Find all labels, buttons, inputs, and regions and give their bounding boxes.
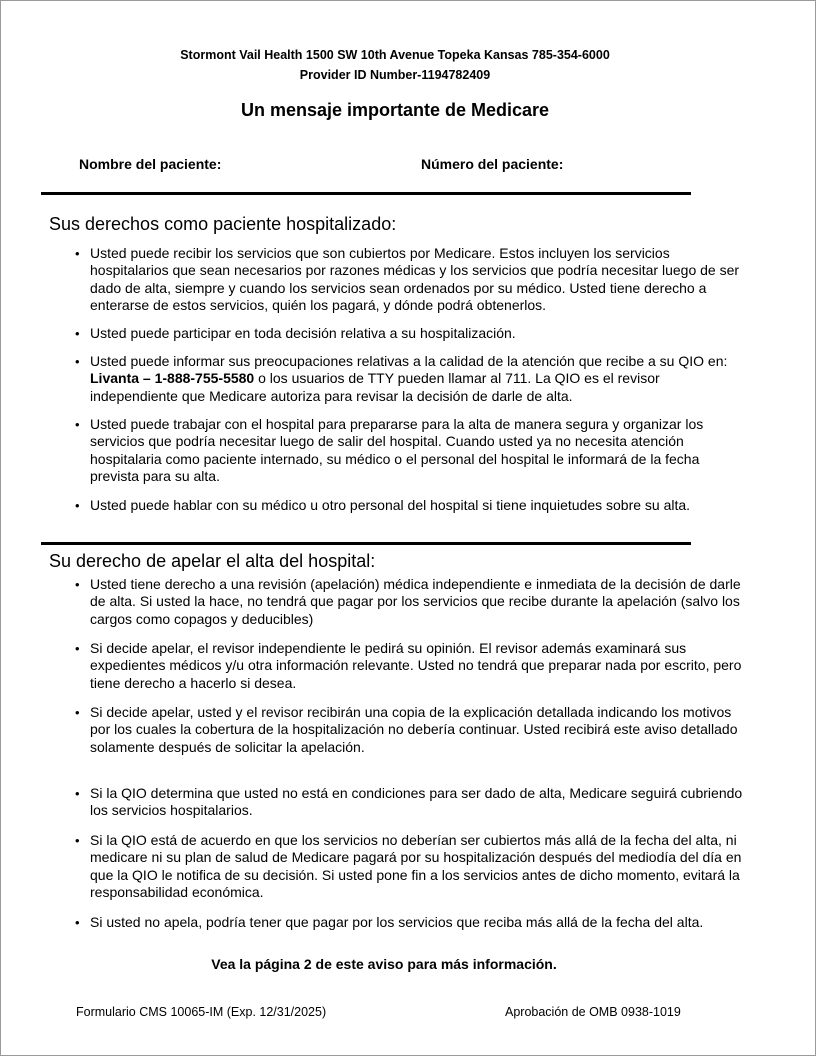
list-item <box>71 353 751 405</box>
list-item <box>71 914 751 931</box>
bullet-icon: • <box>75 833 80 848</box>
list-item-text-part: Usted puede informar sus preocupaciones relativas a la calidad de la atención que recibe a su QIO en: <box>90 353 728 369</box>
list-item <box>71 785 751 820</box>
see-page-two-note: Vea la página 2 de este aviso para más información. <box>211 956 557 972</box>
list-item <box>71 576 751 628</box>
list-item-text: Usted puede hablar con su médico u otro personal del hospital si tiene inquietudes sobre su alta. <box>90 497 691 513</box>
list-item-text <box>90 353 748 405</box>
bullet-icon: • <box>75 705 80 720</box>
list-item-text: Usted tiene derecho a una revisión (apelación) médica independiente e inmediata de la decisión de darle de alta. Si usted la hace, no tendrá que pagar por los servicios que recibe durante la apelación (salvo los cargos como copagos y deducibles) <box>90 576 741 627</box>
divider <box>41 542 691 545</box>
bullet-icon: • <box>75 641 80 656</box>
bullet-icon: • <box>75 417 80 432</box>
list-item <box>71 640 751 692</box>
bullet-icon: • <box>75 498 80 513</box>
list-item-text: Si usted no apela, podría tener que pagar por los servicios que reciba más allá de la fecha del alta. <box>90 914 704 930</box>
list-item-text: Usted puede participar en toda decisión relativa a su hospitalización. <box>90 325 516 341</box>
list-item-text-part: o los usuarios de TTY pueden llamar al 711. La QIO es el revisor independiente que Medicare autoriza para revisar la decisión de darle de alta. <box>90 370 660 404</box>
list-item <box>71 832 751 902</box>
bullet-icon: • <box>75 915 80 930</box>
provider-header <box>1 45 789 85</box>
list-item-text: Si decide apelar, usted y el revisor recibirán una copia de la explicación detallada indicando los motivos por los cuales la cobertura de la hospitalización no debería continuar. Usted recibirá este aviso detallado solamente después de solicitar la apelación. <box>90 704 738 755</box>
bullet-icon: • <box>75 786 80 801</box>
list-item-text: Usted puede recibir los servicios que son cubiertos por Medicare. Estos incluyen los servicios hospitalarios que sean necesarios por razones médicas y los servicios que podría necesitar luego de ser dado de alta, siempre y cuando los servicios sean ordenados por su médico. Usted tiene derecho a enterarse de estos servicios, quién los pagará, y dónde podrá obtenerlos. <box>90 245 740 314</box>
omb-approval: Aprobación de OMB 0938-1019 <box>505 1005 681 1019</box>
list-item-text: Usted puede trabajar con el hospital para prepararse para la alta de manera segura y organizar los servicios que podría necesitar luego de salir del hospital. Cuando usted ya no necesita atención hospitalaria como paciente internado, su médico o el personal del hospital le informará de la fecha prevista para su alta. <box>90 416 704 485</box>
page-title: Un mensaje importante de Medicare <box>240 100 550 120</box>
list-item-text: Si la QIO está de acuerdo en que los servicios no deberían ser cubiertos más allá de la fecha del alta, ni medicare ni su plan de salud de Medicare pagará por su hospitalización después del mediodía del día en que la QIO le notifica de su decisión. Si usted pone fin a los servicios antes de dicho momento, evitará la responsabilidad económica. <box>90 832 742 901</box>
bullet-icon: • <box>75 354 80 369</box>
organization-line: Stormont Vail Health 1500 SW 10th Avenue Topeka Kansas 785-354-6000 <box>180 48 610 62</box>
list-item <box>71 497 751 514</box>
bullet-icon: • <box>75 326 80 341</box>
divider <box>41 192 691 195</box>
list-item-text: Si la QIO determina que usted no está en condiciones para ser dado de alta, Medicare seguirá cubriendo los servicios hospitalarios. <box>90 785 743 819</box>
bullet-icon: • <box>75 246 80 261</box>
patient-name-label: Nombre del paciente: <box>79 156 222 172</box>
patient-number-label: Número del paciente: <box>421 156 564 172</box>
list-item <box>71 245 751 315</box>
list-item <box>71 325 751 342</box>
list-item-text: Si decide apelar, el revisor independiente le pedirá su opinión. El revisor además examinará sus expedientes médicos y/u otra información relevante. Usted no tendrá que preparar nada por escrito, pero tiene derecho a hacerlo si desea. <box>90 640 742 691</box>
section-title-inpatient-rights: Sus derechos como paciente hospitalizado: <box>49 214 397 234</box>
qio-contact: Livanta – 1-888-755-5580 <box>90 370 255 387</box>
form-id: Formulario CMS 10065-IM (Exp. 12/31/2025) <box>76 1005 327 1019</box>
provider-id-line: Provider ID Number-1194782409 <box>299 68 491 82</box>
bullet-icon: • <box>75 577 80 592</box>
list-item <box>71 704 751 756</box>
section-title-appeal-rights: Su derecho de apelar el alta del hospital: <box>49 551 376 571</box>
list-item <box>71 416 751 486</box>
